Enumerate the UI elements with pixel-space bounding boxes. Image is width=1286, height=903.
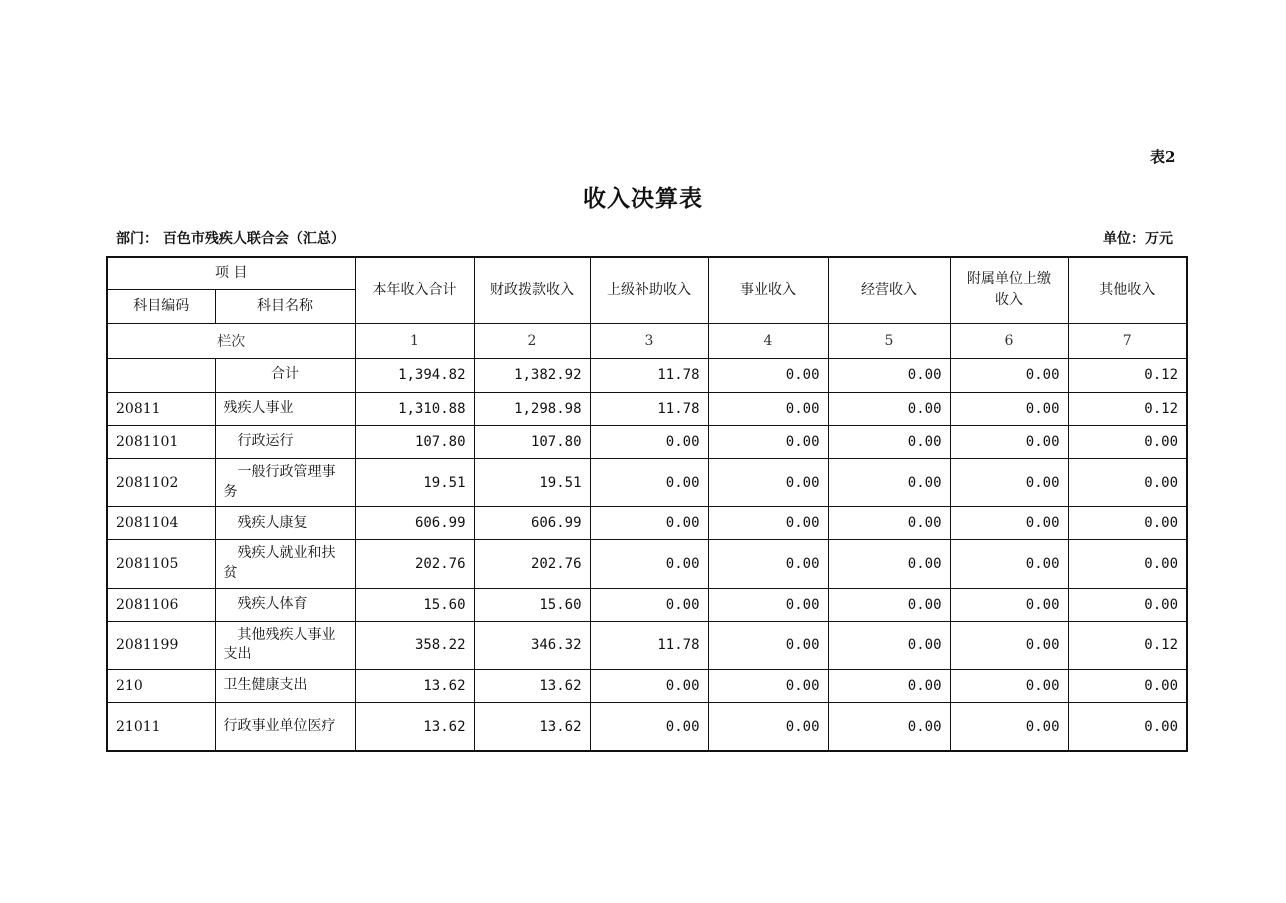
table-row (107, 703, 1187, 751)
total-row (107, 358, 1187, 392)
row-value: 13.62 (474, 670, 590, 703)
row-name-text: 残疾人就业和扶贫 (223, 545, 336, 581)
row-value: 0.00 (1068, 670, 1187, 703)
col-num-5: 5 (828, 323, 950, 358)
row-value: 1,298.98 (474, 392, 590, 425)
row-code: 2081105 (107, 540, 215, 588)
row-value: 19.51 (474, 458, 590, 506)
row-value: 0.00 (708, 458, 828, 506)
row-value: 0.00 (708, 425, 828, 458)
row-value: 0.00 (1068, 703, 1187, 751)
row-value: 0.00 (950, 540, 1068, 588)
total-value: 0.12 (1068, 358, 1187, 392)
row-label: 栏次 (107, 323, 355, 358)
row-value: 0.00 (950, 458, 1068, 506)
row-name-text: 一般行政管理事务 (223, 464, 336, 500)
header-col-4: 事业收入 (708, 257, 828, 323)
row-value: 13.62 (355, 703, 474, 751)
header-col-5: 经营收入 (828, 257, 950, 323)
table-number: 表2 (1150, 148, 1176, 166)
row-value: 358.22 (355, 621, 474, 669)
col-num-1: 1 (355, 323, 474, 358)
row-value: 0.00 (828, 458, 950, 506)
unit-label: 单位：万元 (1103, 231, 1173, 247)
row-value: 202.76 (474, 540, 590, 588)
header-col-7: 其他收入 (1068, 257, 1187, 323)
row-name-text: 行政运行 (237, 433, 294, 450)
total-code (107, 358, 215, 392)
row-value: 202.76 (355, 540, 474, 588)
row-value: 0.00 (828, 540, 950, 588)
row-value: 0.00 (828, 621, 950, 669)
table-row (107, 425, 1187, 458)
row-value: 0.00 (590, 703, 708, 751)
total-value: 0.00 (708, 358, 828, 392)
row-name: 卫生健康支出 (215, 670, 355, 703)
row-value: 606.99 (474, 507, 590, 540)
col-num-3: 3 (590, 323, 708, 358)
table-row (107, 588, 1187, 621)
table-row (107, 507, 1187, 540)
row-code: 210 (107, 670, 215, 703)
header-col-2: 财政拨款收入 (474, 257, 590, 323)
table-row (107, 621, 1187, 669)
row-name: 行政事业单位医疗 (215, 703, 355, 751)
row-name (215, 621, 355, 669)
income-table (106, 256, 1188, 752)
total-value: 1,382.92 (474, 358, 590, 392)
table-row (107, 458, 1187, 506)
row-name (215, 540, 355, 588)
total-value: 0.00 (828, 358, 950, 392)
row-value: 13.62 (474, 703, 590, 751)
row-value: 0.00 (708, 507, 828, 540)
row-value: 0.00 (1068, 540, 1187, 588)
row-value: 346.32 (474, 621, 590, 669)
row-code: 2081106 (107, 588, 215, 621)
col-num-7: 7 (1068, 323, 1187, 358)
row-value: 0.00 (828, 507, 950, 540)
row-value: 0.00 (950, 670, 1068, 703)
row-value: 11.78 (590, 621, 708, 669)
row-value: 0.00 (950, 703, 1068, 751)
row-value: 0.00 (828, 392, 950, 425)
row-value: 15.60 (474, 588, 590, 621)
row-value: 0.00 (828, 425, 950, 458)
row-value: 0.00 (590, 507, 708, 540)
row-value: 0.00 (1068, 507, 1187, 540)
row-name (215, 507, 355, 540)
row-value: 0.00 (1068, 458, 1187, 506)
header-col-6: 附属单位上缴收入 (950, 257, 1068, 323)
row-code: 2081104 (107, 507, 215, 540)
row-name-text: 其他残疾人事业支出 (223, 626, 336, 663)
row-value: 0.00 (708, 621, 828, 669)
table-row (107, 540, 1187, 588)
row-value: 0.00 (950, 507, 1068, 540)
row-value: 0.00 (590, 425, 708, 458)
row-code: 20811 (107, 392, 215, 425)
col-num-4: 4 (708, 323, 828, 358)
row-value: 1,310.88 (355, 392, 474, 425)
row-name-text: 残疾人体育 (237, 595, 308, 612)
row-name (215, 458, 355, 506)
header-code: 科目编码 (107, 289, 215, 323)
row-value: 0.00 (708, 703, 828, 751)
row-value: 0.00 (1068, 425, 1187, 458)
row-code: 21011 (107, 703, 215, 751)
row-value: 0.00 (590, 670, 708, 703)
col-num-6: 6 (950, 323, 1068, 358)
table-row (107, 670, 1187, 703)
row-name (215, 425, 355, 458)
row-value: 0.00 (590, 588, 708, 621)
row-value: 0.12 (1068, 392, 1187, 425)
row-value: 107.80 (474, 425, 590, 458)
header-name: 科目名称 (215, 289, 355, 323)
row-value: 0.00 (1068, 588, 1187, 621)
row-value: 0.00 (708, 392, 828, 425)
total-value: 1,394.82 (355, 358, 474, 392)
row-name (215, 588, 355, 621)
row-value: 0.00 (828, 670, 950, 703)
col-num-2: 2 (474, 323, 590, 358)
table-row (107, 392, 1187, 425)
row-code: 2081102 (107, 458, 215, 506)
row-value: 0.00 (950, 588, 1068, 621)
row-value: 0.00 (590, 540, 708, 588)
row-value: 0.00 (708, 540, 828, 588)
row-value: 606.99 (355, 507, 474, 540)
row-value: 0.00 (828, 588, 950, 621)
row-code: 2081199 (107, 621, 215, 669)
row-value: 0.00 (708, 588, 828, 621)
row-value: 15.60 (355, 588, 474, 621)
row-value: 0.12 (1068, 621, 1187, 669)
row-value: 19.51 (355, 458, 474, 506)
total-value: 11.78 (590, 358, 708, 392)
header-col-1: 本年收入合计 (355, 257, 474, 323)
page-title: 收入决算表 (583, 185, 703, 212)
row-value: 0.00 (950, 621, 1068, 669)
row-value: 13.62 (355, 670, 474, 703)
header-item: 项 目 (107, 257, 355, 289)
total-value: 0.00 (950, 358, 1068, 392)
row-value: 0.00 (590, 458, 708, 506)
row-name: 残疾人事业 (215, 392, 355, 425)
row-value: 0.00 (950, 392, 1068, 425)
row-value: 0.00 (828, 703, 950, 751)
header-col-3: 上级补助收入 (590, 257, 708, 323)
department-label: 部门： 百色市残疾人联合会（汇总） (116, 231, 345, 247)
row-code: 2081101 (107, 425, 215, 458)
row-name-text: 残疾人康复 (237, 514, 308, 531)
row-value: 0.00 (708, 670, 828, 703)
row-value: 11.78 (590, 392, 708, 425)
total-label: 合计 (215, 358, 355, 392)
row-value: 0.00 (950, 425, 1068, 458)
row-value: 107.80 (355, 425, 474, 458)
